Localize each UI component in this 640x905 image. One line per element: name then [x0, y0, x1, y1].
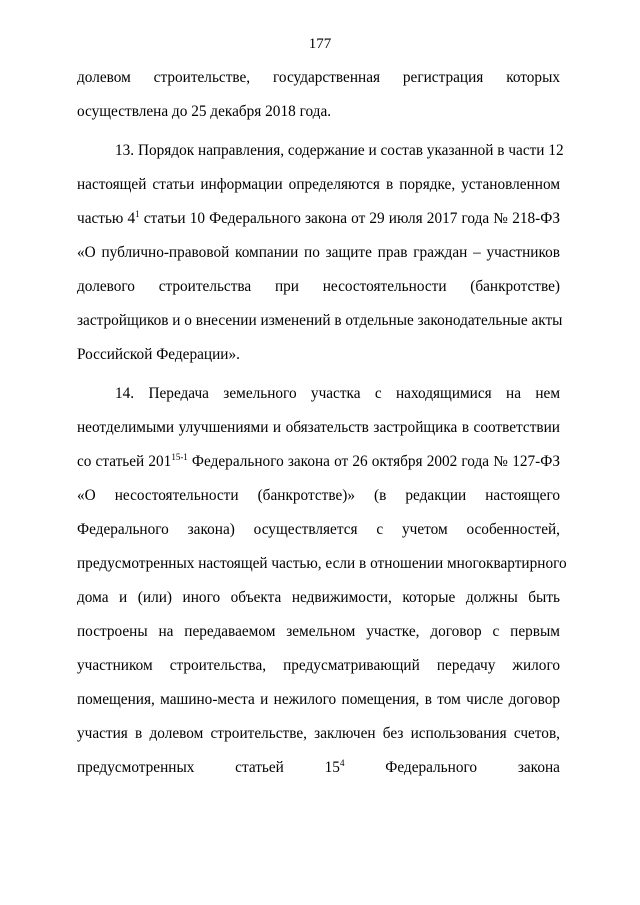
text-line: «О публично-правовой компании по защите прав граждан – участников: [77, 244, 560, 261]
text-line: «О несостоятельности (банкротстве)» (в редакции настоящего: [77, 487, 560, 504]
text-line-with-superscript: [77, 209, 560, 229]
text-word: статьей: [235, 759, 284, 776]
paragraph-13-start: 13. Порядок направления, содержание и состав указанной в части 12: [115, 142, 564, 159]
text-line: предусмотренных настоящей частью, если в отношении многоквартирного: [77, 555, 567, 572]
text-word: закона: [517, 759, 560, 776]
text-line: дома и (или) иного объекта недвижимости, которые должны быть: [77, 589, 560, 606]
text-fragment: со статьей 201: [77, 453, 172, 470]
text-fragment: 15: [324, 759, 340, 776]
text-word: [325, 758, 345, 778]
text-line: долевого строительства при несостоятельности (банкротстве): [77, 278, 560, 295]
text-line: помещения, машино-места и нежилого помещения, в том числе договор: [77, 691, 560, 708]
page-number: 177: [308, 36, 332, 52]
text-line: построены на передаваемом земельном участке, договор с первым: [77, 623, 560, 640]
superscript: 15-1: [171, 452, 188, 462]
text-line-with-superscript: [77, 758, 560, 778]
text-fragment: Федерального закона от 26 октября 2002 года № 127-ФЗ: [187, 453, 560, 470]
text-line: Российской Федерации».: [77, 346, 240, 363]
text-line: участником строительства, предусматривающий передачу жилого: [77, 657, 560, 674]
superscript: 4: [339, 758, 345, 768]
text-line: долевом строительстве, государственная регистрация которых: [77, 69, 560, 86]
text-line: неотделимыми улучшениями и обязательств застройщика в соответствии: [77, 419, 560, 436]
text-line: осуществлена до 25 декабря 2018 года.: [77, 103, 332, 120]
text-fragment: статьи 10 Федерального закона от 29 июля 2017 года № 218-ФЗ: [139, 210, 560, 227]
text-word: предусмотренных: [77, 759, 195, 776]
superscript: 1: [135, 209, 140, 219]
text-word: Федерального: [385, 759, 478, 776]
text-line: застройщиков и о внесении изменений в отдельные законодательные акты: [77, 312, 563, 329]
paragraph-14-start: 14. Передача земельного участка с находящимися на нем: [115, 385, 560, 402]
text-line: участия в долевом строительстве, заключен без использования счетов,: [77, 725, 560, 742]
text-line: Федерального закона) осуществляется с учетом особенностей,: [77, 521, 560, 538]
text-line-with-superscript: [77, 452, 560, 472]
text-fragment: частью 4: [77, 210, 136, 227]
text-line: настоящей статьи информации определяются в порядке, установленном: [77, 176, 560, 193]
